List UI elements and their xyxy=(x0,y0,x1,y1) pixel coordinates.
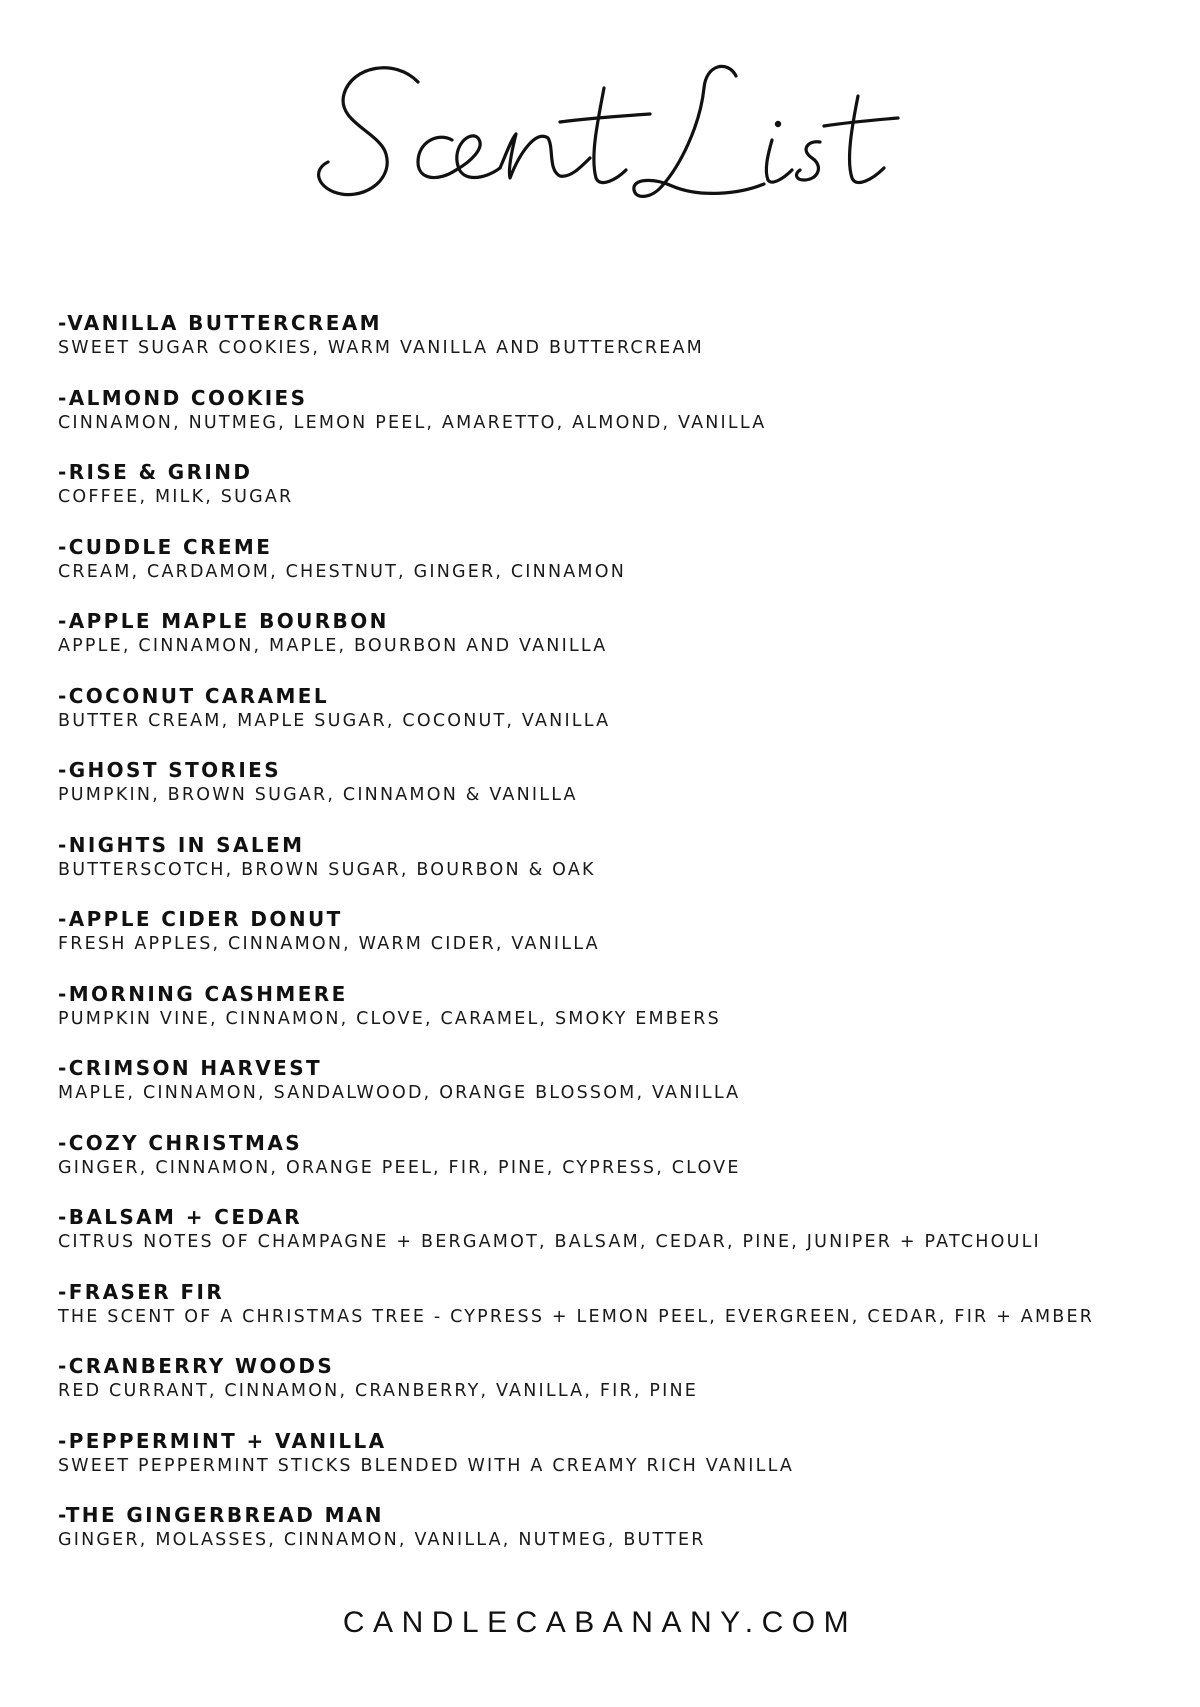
page-title xyxy=(0,30,1200,220)
website-footer: CANDLECABANANY.COM xyxy=(342,1606,858,1639)
scent-name: -PEPPERMINT + VANILLA xyxy=(58,1428,387,1453)
scent-item xyxy=(58,1353,1168,1428)
scent-name: -FRASER FIR xyxy=(58,1279,225,1304)
scent-name: -BALSAM + CEDAR xyxy=(58,1205,303,1229)
scent-name: -COZY CHRISTMAS xyxy=(58,1130,303,1155)
scent-item xyxy=(58,683,1168,758)
scent-item xyxy=(58,906,1168,981)
scent-item xyxy=(58,608,1168,683)
scent-notes: COFFEE, MILK, SUGAR xyxy=(58,487,294,507)
scent-item xyxy=(58,385,1168,460)
scent-list xyxy=(58,310,1168,1577)
scent-item xyxy=(58,1055,1168,1130)
scent-notes: MAPLE, CINNAMON, SANDALWOOD, ORANGE BLOSSOM, VANILLA xyxy=(58,1083,741,1103)
scent-notes: SWEET SUGAR COOKIES, WARM VANILLA AND BUTTERCREAM xyxy=(58,338,704,358)
scent-name: -CUDDLE CREME xyxy=(58,534,273,559)
scent-item xyxy=(58,981,1168,1056)
scent-notes: APPLE, CINNAMON, MAPLE, BOURBON AND VANILLA xyxy=(58,636,608,656)
scent-item xyxy=(58,1130,1168,1205)
scent-notes: CREAM, CARDAMOM, CHESTNUT, GINGER, CINNAMON xyxy=(58,561,626,582)
scent-notes: FRESH APPLES, CINNAMON, WARM CIDER, VANILLA xyxy=(58,934,600,954)
scent-name: -ALMOND COOKIES xyxy=(58,385,308,410)
scent-notes: BUTTERSCOTCH, BROWN SUGAR, BOURBON & OAK xyxy=(58,859,596,880)
scent-item xyxy=(58,1204,1168,1279)
scent-name: -GHOST STORIES xyxy=(58,758,282,782)
scent-item xyxy=(58,534,1168,609)
scent-item xyxy=(58,757,1168,832)
scent-item xyxy=(58,1279,1168,1354)
scent-notes: SWEET PEPPERMINT STICKS BLENDED WITH A CREAMY RICH VANILLA xyxy=(58,1455,795,1476)
scent-name: -VANILLA BUTTERCREAM xyxy=(58,311,382,335)
scent-name: -COCONUT CARAMEL xyxy=(58,683,329,708)
scent-name: -THE GINGERBREAD MAN xyxy=(58,1503,384,1527)
scent-name: -NIGHTS IN SALEM xyxy=(58,832,305,857)
scent-notes: PUMPKIN, BROWN SUGAR, CINNAMON & VANILLA xyxy=(58,785,578,805)
scent-name: -RISE & GRIND xyxy=(58,460,253,484)
scent-item xyxy=(58,832,1168,907)
scent-name: -MORNING CASHMERE xyxy=(58,981,348,1006)
scent-notes: RED CURRANT, CINNAMON, CRANBERRY, VANILLA, FIR, PINE xyxy=(58,1381,699,1401)
scent-notes: CITRUS NOTES OF CHAMPAGNE + BERGAMOT, BALSAM, CEDAR, PINE, JUNIPER + PATCHOULI xyxy=(58,1232,1041,1252)
scent-item xyxy=(58,1502,1168,1577)
scent-notes: BUTTER CREAM, MAPLE SUGAR, COCONUT, VANILLA xyxy=(58,710,611,731)
scent-notes: THE SCENT OF A CHRISTMAS TREE - CYPRESS + LEMON PEEL, EVERGREEN, CEDAR, FIR + AMBER xyxy=(58,1306,1095,1327)
scent-notes: GINGER, CINNAMON, ORANGE PEEL, FIR, PINE, CYPRESS, CLOVE xyxy=(58,1157,741,1178)
scent-notes: GINGER, MOLASSES, CINNAMON, VANILLA, NUTMEG, BUTTER xyxy=(58,1530,706,1550)
scent-name: -CRANBERRY WOODS xyxy=(58,1354,335,1378)
scent-item xyxy=(58,310,1168,385)
scent-name: -CRIMSON HARVEST xyxy=(58,1056,323,1080)
scent-notes: CINNAMON, NUTMEG, LEMON PEEL, AMARETTO, ALMOND, VANILLA xyxy=(58,412,767,433)
script-title-lettering xyxy=(0,30,1200,220)
scent-item xyxy=(58,459,1168,534)
scent-name: -APPLE CIDER DONUT xyxy=(58,907,343,931)
scent-item xyxy=(58,1428,1168,1503)
scent-name: -APPLE MAPLE BOURBON xyxy=(58,609,389,633)
scent-notes: PUMPKIN VINE, CINNAMON, CLOVE, CARAMEL, SMOKY EMBERS xyxy=(58,1008,721,1029)
